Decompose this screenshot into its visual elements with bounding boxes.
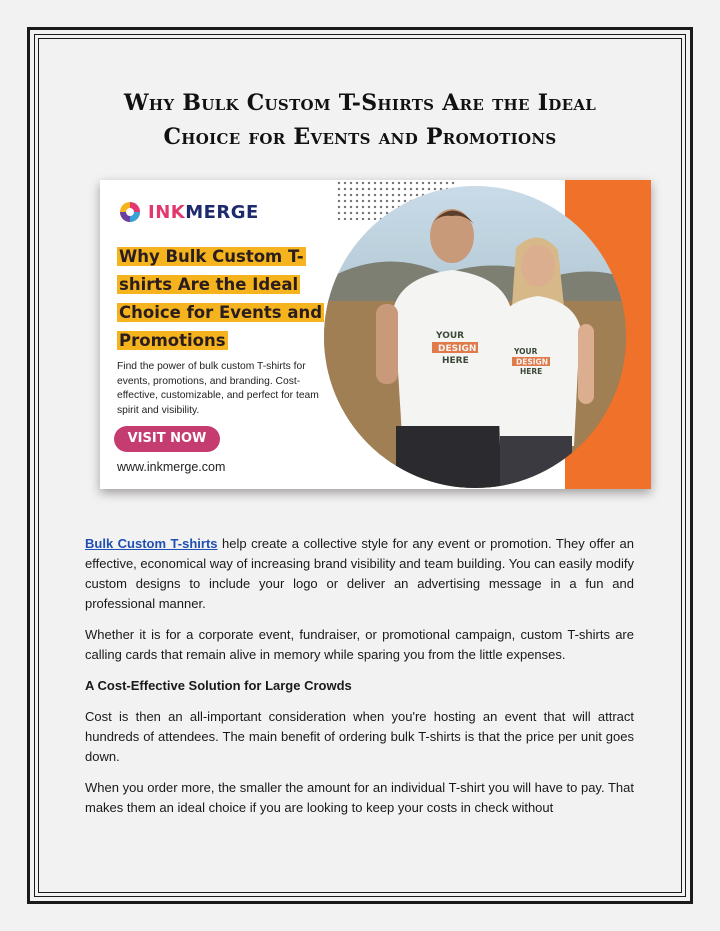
swirl-logo-icon [118,200,142,224]
logo-wordmark: INKMERGE [148,201,259,223]
bulk-custom-tshirts-link[interactable]: Bulk Custom T-shirts [85,536,218,551]
visit-now-button[interactable]: VISIT NOW [114,426,220,452]
paragraph: Whether it is for a corporate event, fundraiser, or promotional campaign, custom T-shirts are calling cards that remain alive in memory while sparing you from the little expenses. [85,627,634,662]
paragraph [85,534,634,614]
article-body [85,534,634,829]
shirt-print-text: HERE [520,367,543,376]
banner-description: Find the power of bulk custom T-shirts for events, promotions, and branding. Cost-effective, customizable, and perfect for team spirit and visibility. [117,361,319,416]
banner-heading-line: Why Bulk Custom T- [119,247,304,266]
shirt-print-text: DESIGN [516,357,548,367]
banner-heading-line: Promotions [119,331,226,350]
couple-illustration [324,186,626,488]
document-title [70,86,650,154]
banner-heading-line: shirts Are the Ideal [119,275,299,294]
website-url[interactable]: www.inkmerge.com [117,460,226,474]
banner-heading-line: Choice for Events and [119,303,323,322]
paragraph: Cost is then an all-important consideration when you're hosting an event that will attract hundreds of attendees. The main benefit of ordering bulk T-shirts is that the price per unit goes down. [85,709,634,764]
paragraph-text: help create a collective style for any event or promotion. They offer an effective, economical way of increasing brand visibility and team building. You can easily modify custom designs to include your logo or deliver an advertising message in a fun and professional manner. [85,536,634,611]
title-line-2: Choice for Events and Promotions [163,124,557,150]
shirt-print-text: YOUR [436,331,465,341]
section-heading: A Cost-Effective Solution for Large Crowds [85,678,352,693]
banner-heading [117,243,332,355]
promo-banner[interactable] [100,180,651,489]
inkmerge-logo [118,200,259,224]
paragraph: When you order more, the smaller the amount for an individual T-shirt you will have to pay. That makes them an ideal choice if you are looking to keep your costs in check without [85,780,634,815]
shirt-print-text: YOUR [514,347,538,356]
shirt-print-text: HERE [442,356,469,366]
couple-photo [324,186,626,488]
shirt-print-text: DESIGN [438,344,477,354]
title-line-1: Why Bulk Custom T-Shirts Are the Ideal [123,90,597,116]
